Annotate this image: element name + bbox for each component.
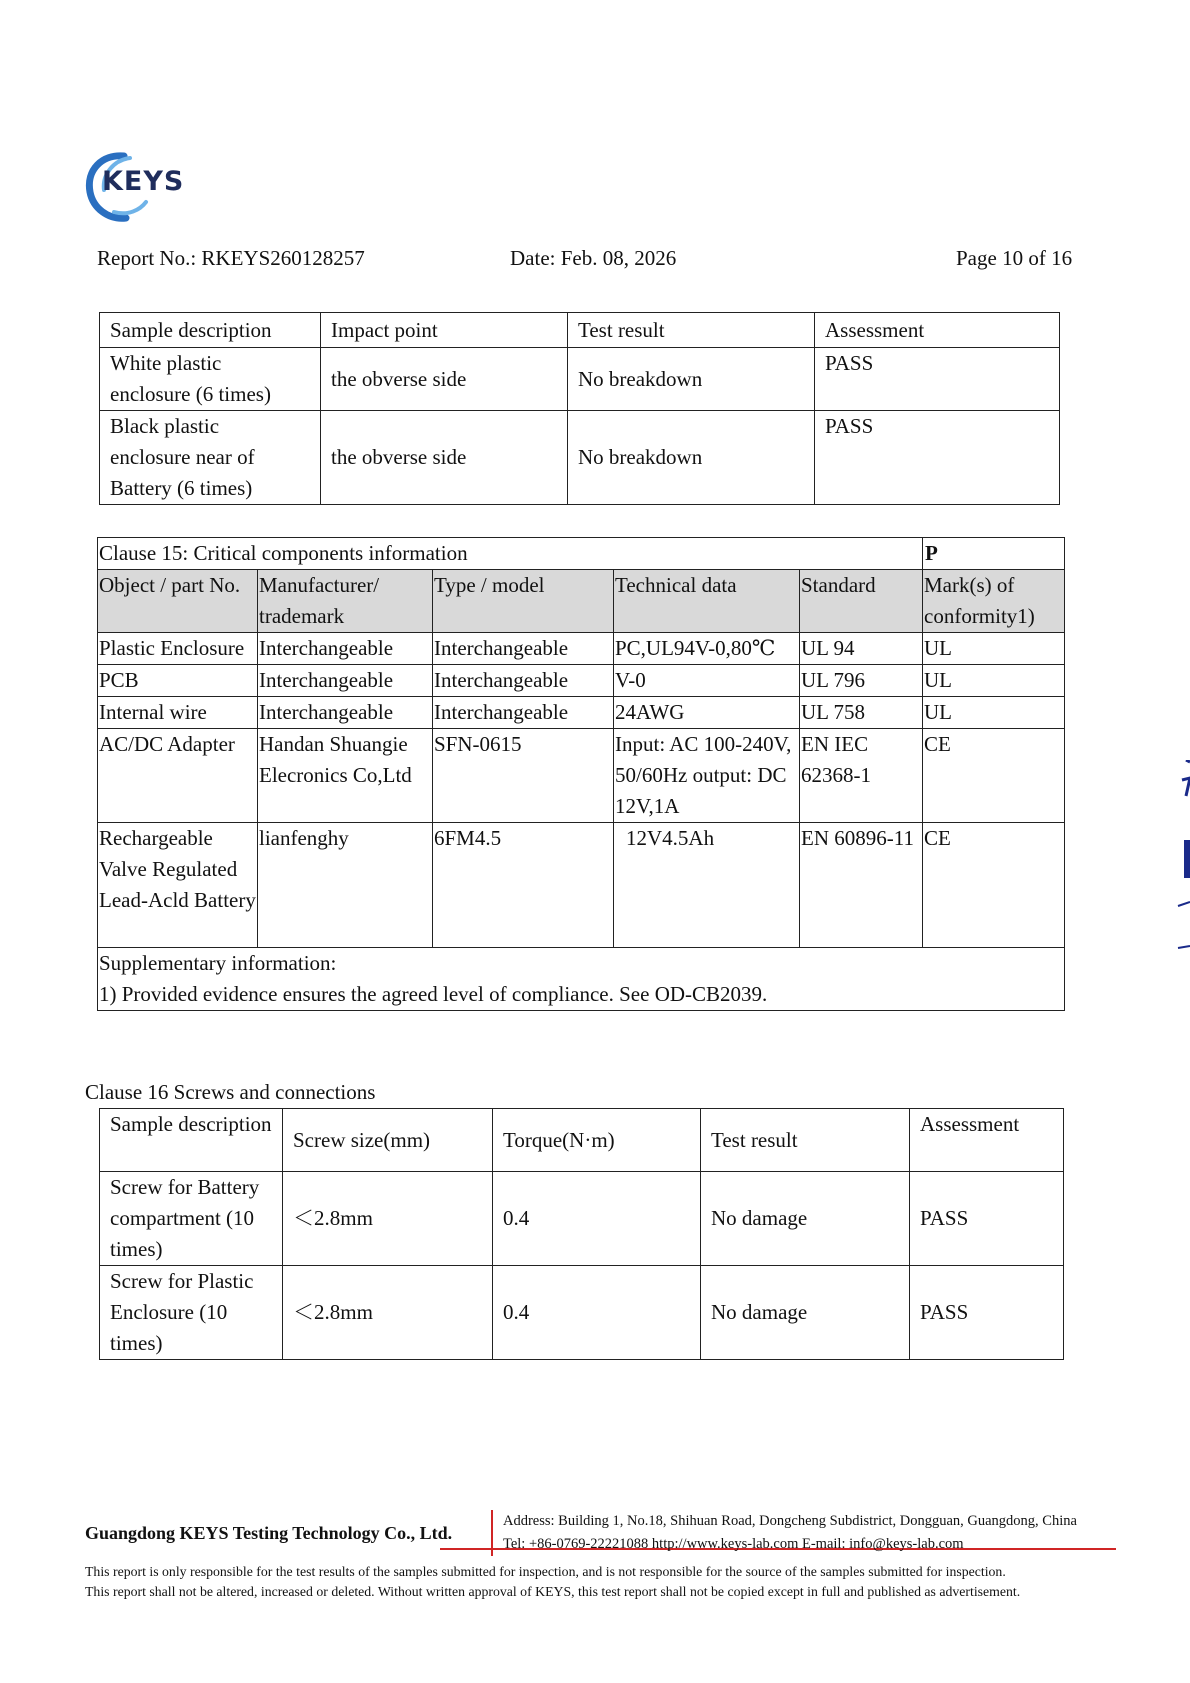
technical-data-cell: Input: AC 100-240V, 50/60Hz output: DC 12V,1A bbox=[614, 729, 800, 823]
manufacturer-cell: Interchangeable bbox=[258, 633, 433, 665]
result-cell: No damage bbox=[701, 1172, 910, 1266]
table-header-row bbox=[100, 313, 1060, 348]
clause-verdict: P bbox=[923, 538, 1065, 570]
table-row bbox=[100, 348, 1060, 411]
stamp-edge-marks bbox=[1176, 760, 1190, 950]
disclaimer-line: This report shall not be altered, increased or deleted. Without written approval of KEYS, this test report shall not be copied except in full and published as advertisement. bbox=[85, 1584, 1021, 1599]
table-header-row bbox=[98, 570, 1065, 633]
supplementary-note: 1) Provided evidence ensures the agreed level of compliance. See OD-CB2039. bbox=[99, 982, 768, 1006]
assessment-cell: PASS bbox=[910, 1172, 1064, 1266]
header-cell: Assessment bbox=[815, 313, 1060, 348]
standard-cell: EN 60896-11 bbox=[800, 823, 923, 948]
footer-address: Address: Building 1, No.18, Shihuan Road, Dongcheng Subdistrict, Dongguan, Guangdong, China bbox=[503, 1513, 1077, 1529]
standard-cell: UL 94 bbox=[800, 633, 923, 665]
header-cell: Standard bbox=[800, 570, 923, 633]
object-cell: Plastic Enclosure bbox=[98, 633, 258, 665]
footer-contact: Tel: +86-0769-22221088 http://www.keys-lab.com E-mail: info@keys-lab.com bbox=[503, 1536, 964, 1552]
impact-point-cell: the obverse side bbox=[321, 411, 568, 505]
table-row bbox=[100, 411, 1060, 505]
header-cell: Technical data bbox=[614, 570, 800, 633]
table-row bbox=[98, 633, 1065, 665]
clause-title-row bbox=[98, 538, 1065, 570]
header-cell: Torque(N·m) bbox=[493, 1109, 701, 1172]
impact-test-table bbox=[99, 312, 1060, 505]
supplementary-info bbox=[98, 948, 1065, 1011]
result-cell: No breakdown bbox=[568, 348, 815, 411]
assessment-cell: PASS bbox=[815, 411, 1060, 505]
sample-cell: Screw for Battery compartment (10 times) bbox=[100, 1172, 283, 1266]
sample-line: Battery (6 times) bbox=[110, 476, 253, 500]
conformity-cell: CE bbox=[923, 823, 1065, 948]
table-row bbox=[100, 1172, 1064, 1266]
sample-line: White plastic bbox=[110, 351, 222, 375]
table-header-row bbox=[100, 1109, 1064, 1172]
report-date: Date: Feb. 08, 2026 bbox=[510, 246, 677, 270]
page-number: Page 10 of 16 bbox=[956, 246, 1073, 270]
report-number: Report No.: RKEYS260128257 bbox=[97, 246, 365, 270]
torque-cell: 0.4 bbox=[493, 1172, 701, 1266]
conformity-cell: UL bbox=[923, 633, 1065, 665]
result-cell: No damage bbox=[701, 1266, 910, 1360]
clause-title: Clause 15: Critical components information bbox=[98, 538, 923, 570]
sample-line: enclosure (6 times) bbox=[110, 382, 271, 406]
assessment-cell: PASS bbox=[815, 348, 1060, 411]
header-cell: Type / model bbox=[433, 570, 614, 633]
type-cell: Interchangeable bbox=[433, 633, 614, 665]
technical-data-cell: V-0 bbox=[614, 665, 800, 697]
manufacturer-cell: Interchangeable bbox=[258, 697, 433, 729]
header-cell: Impact point bbox=[321, 313, 568, 348]
table-row bbox=[98, 729, 1065, 823]
header-cell: Object / part No. bbox=[98, 570, 258, 633]
result-cell: No breakdown bbox=[568, 411, 815, 505]
header-cell: Mark(s) of conformity1) bbox=[923, 570, 1065, 633]
conformity-cell: UL bbox=[923, 697, 1065, 729]
logo-text: KEYS bbox=[102, 166, 185, 197]
keys-logo bbox=[84, 150, 196, 224]
footer-company: Guangdong KEYS Testing Technology Co., Ltd. bbox=[85, 1523, 453, 1543]
header-cell: Test result bbox=[701, 1109, 910, 1172]
manufacturer-cell: Handan Shuangie Elecronics Co,Ltd bbox=[258, 729, 433, 823]
sample-line: enclosure near of bbox=[110, 445, 255, 469]
conformity-cell: CE bbox=[923, 729, 1065, 823]
critical-components-table bbox=[97, 537, 1065, 1011]
type-cell: 6FM4.5 bbox=[433, 823, 614, 948]
supplementary-title: Supplementary information: bbox=[99, 951, 337, 975]
object-cell: AC/DC Adapter bbox=[98, 729, 258, 823]
type-cell: Interchangeable bbox=[433, 665, 614, 697]
header-cell: Screw size(mm) bbox=[283, 1109, 493, 1172]
object-cell: Internal wire bbox=[98, 697, 258, 729]
impact-point-cell: the obverse side bbox=[321, 348, 568, 411]
object-cell: PCB bbox=[98, 665, 258, 697]
type-cell: Interchangeable bbox=[433, 697, 614, 729]
sample-cell: Screw for Plastic Enclosure (10 times) bbox=[100, 1266, 283, 1360]
sample-line: Black plastic bbox=[110, 414, 220, 438]
header-cell: Sample description bbox=[100, 1109, 283, 1172]
clause16-title: Clause 16 Screws and connections bbox=[85, 1080, 376, 1104]
supplementary-row bbox=[98, 948, 1065, 1011]
table-row bbox=[100, 1266, 1064, 1360]
standard-cell: UL 796 bbox=[800, 665, 923, 697]
screw-size-cell: ＜2.8mm bbox=[283, 1266, 493, 1360]
table-row bbox=[98, 697, 1065, 729]
assessment-cell: PASS bbox=[910, 1266, 1064, 1360]
header-cell: Manufacturer/ trademark bbox=[258, 570, 433, 633]
technical-data-cell: 12V4.5Ah bbox=[614, 823, 800, 948]
sample-cell bbox=[100, 411, 321, 505]
disclaimer-line: This report is only responsible for the test results of the samples submitted for inspection, and is not responsible for the source of the samples submitted for inspection. bbox=[85, 1564, 1006, 1579]
torque-cell: 0.4 bbox=[493, 1266, 701, 1360]
object-cell: Rechargeable Valve Regulated Lead-Acld Battery bbox=[98, 823, 258, 948]
table-row bbox=[98, 665, 1065, 697]
header-cell: Sample description bbox=[100, 313, 321, 348]
screw-size-cell: ＜2.8mm bbox=[283, 1172, 493, 1266]
standard-cell: UL 758 bbox=[800, 697, 923, 729]
manufacturer-cell: lianfenghy bbox=[258, 823, 433, 948]
sample-cell bbox=[100, 348, 321, 411]
screws-connections-table bbox=[99, 1108, 1064, 1360]
conformity-cell: UL bbox=[923, 665, 1065, 697]
type-cell: SFN-0615 bbox=[433, 729, 614, 823]
manufacturer-cell: Interchangeable bbox=[258, 665, 433, 697]
technical-data-cell: PC,UL94V-0,80℃ bbox=[614, 633, 800, 665]
standard-cell: EN IEC 62368-1 bbox=[800, 729, 923, 823]
header-cell: Test result bbox=[568, 313, 815, 348]
technical-data-cell: 24AWG bbox=[614, 697, 800, 729]
header-cell: Assessment bbox=[910, 1109, 1064, 1172]
table-row bbox=[98, 823, 1065, 948]
